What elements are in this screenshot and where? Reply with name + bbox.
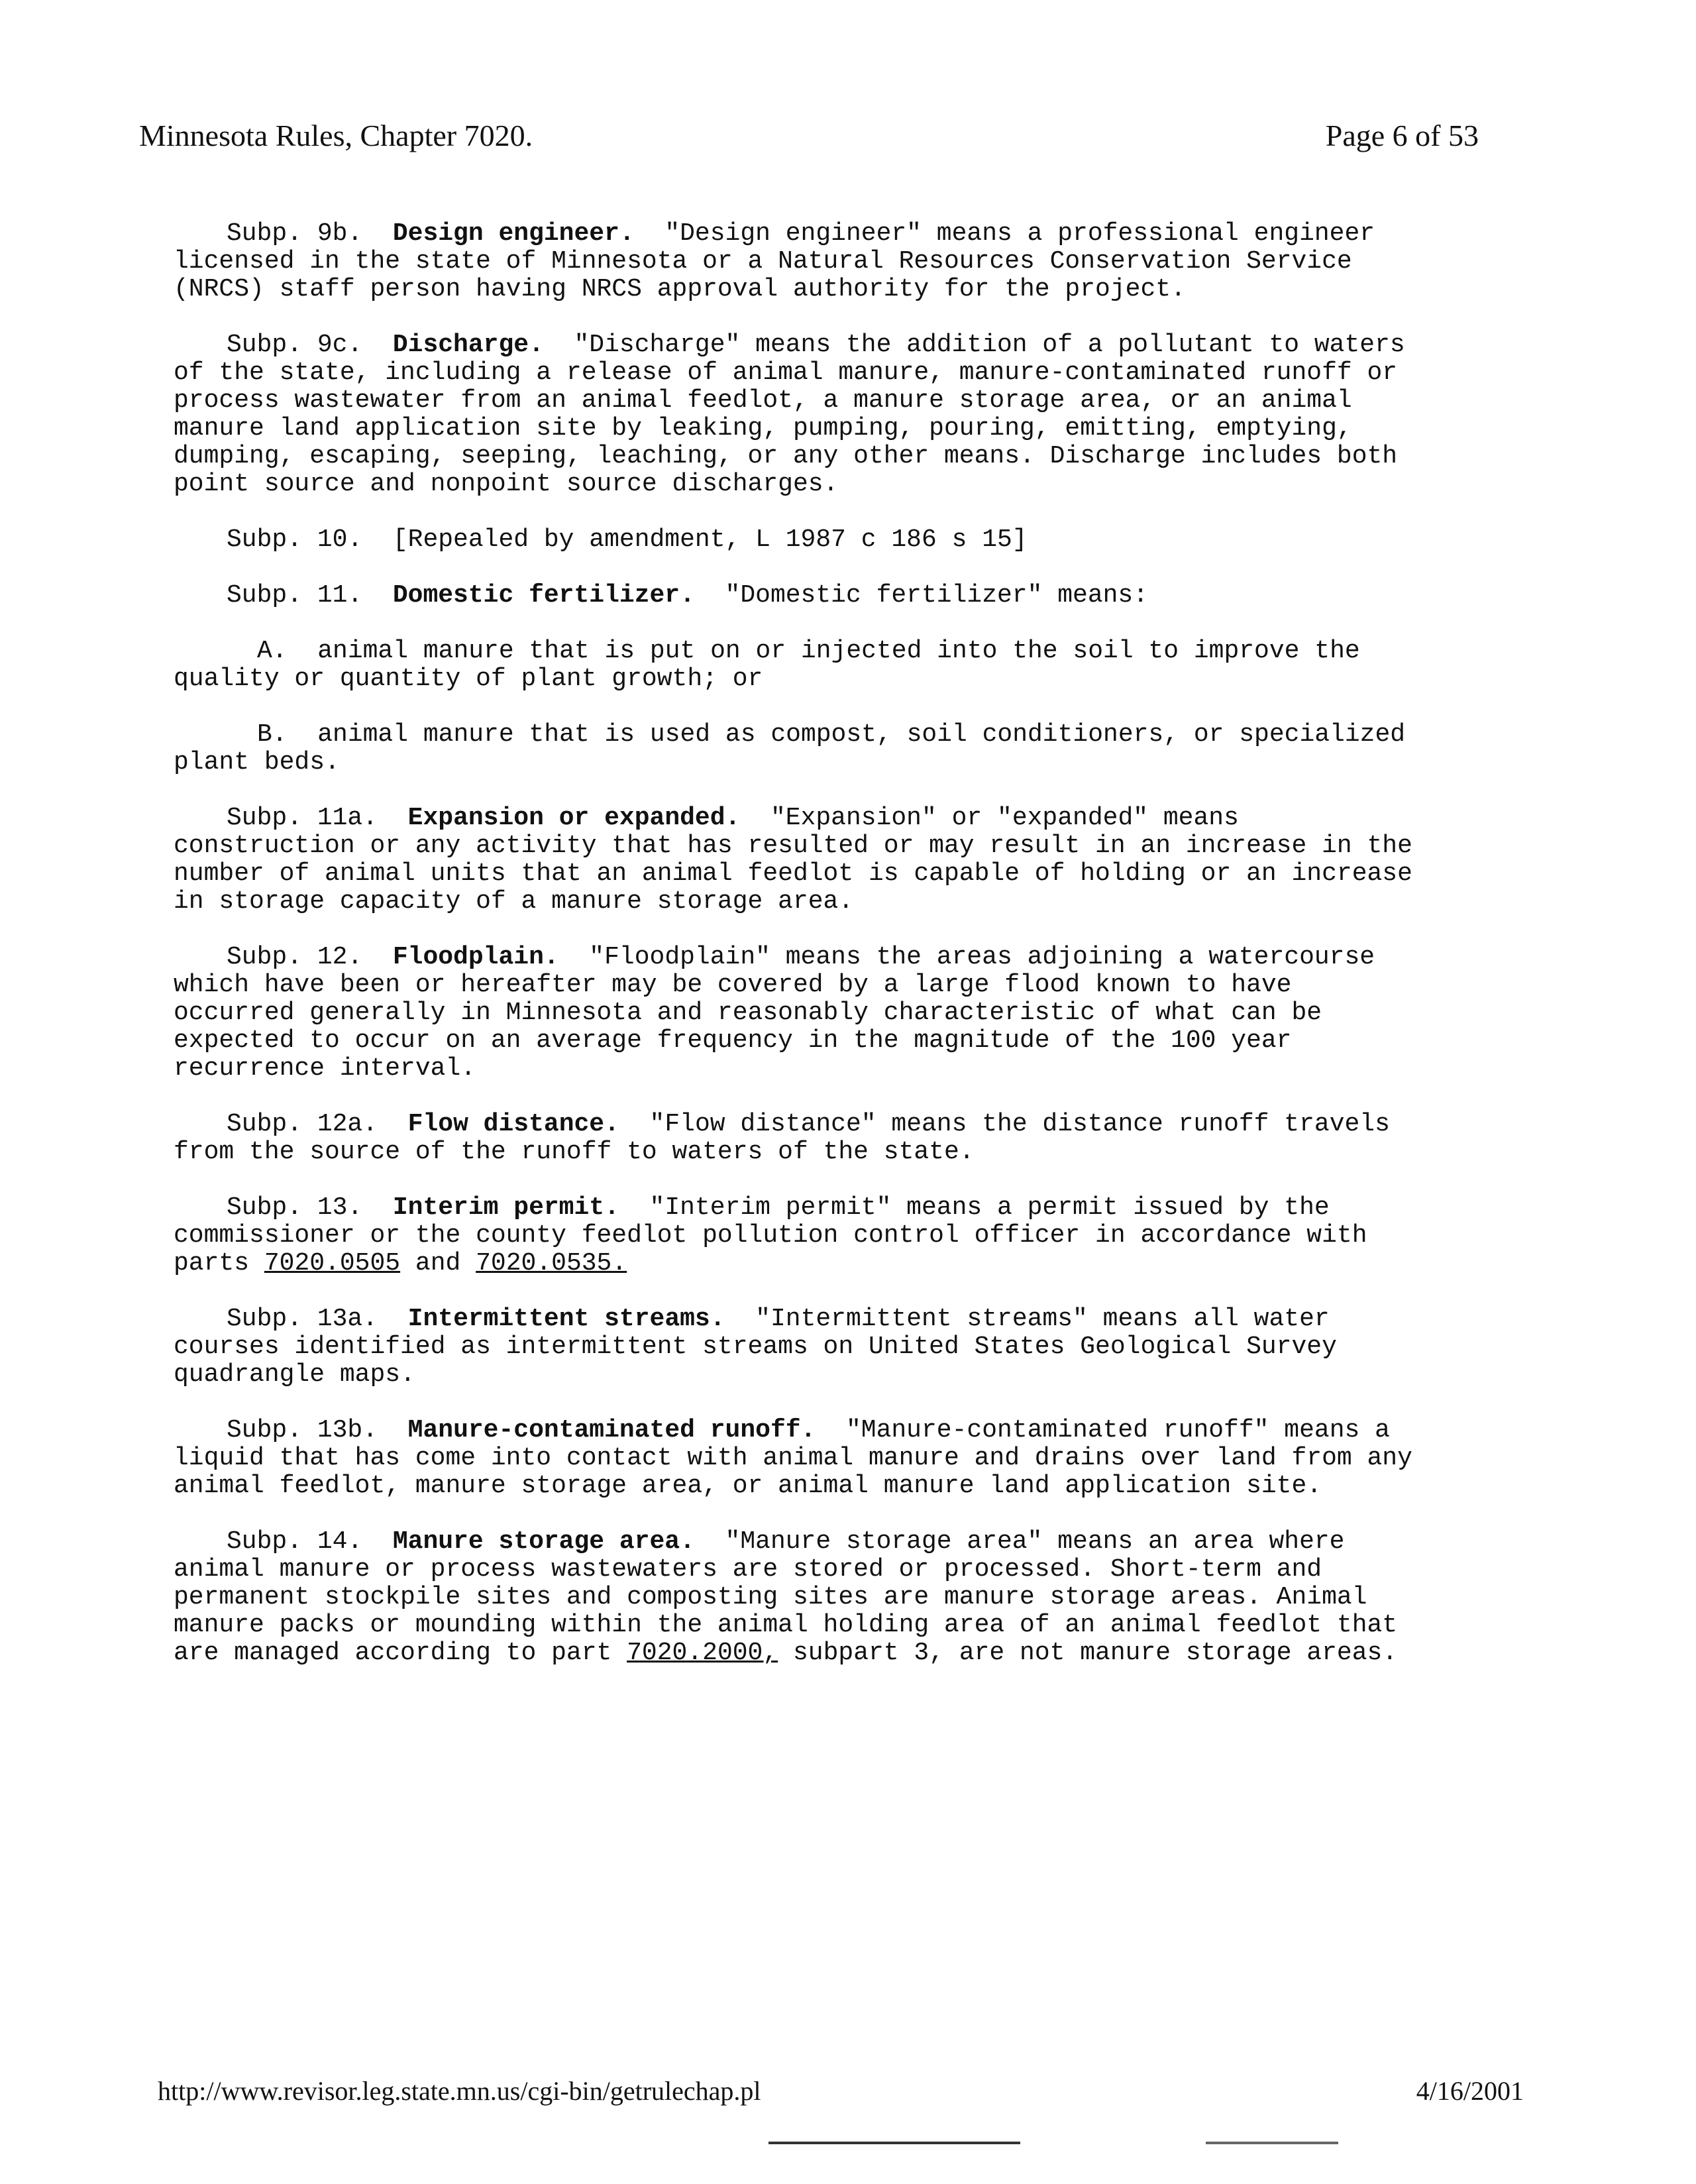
subpart-9b — [174, 220, 1419, 303]
definition-text: "Domestic fertilizer" means: — [725, 581, 1149, 610]
page-number: Page 6 of 53 — [1325, 119, 1479, 152]
subpart-9c — [174, 331, 1419, 498]
defined-term: Expansion or expanded. — [407, 804, 741, 832]
definition-text: "Manure-contaminated runoff" means a liquid that has come into contact with animal manure and drains over land from any animal feedlot, manure storage area, or animal manure land application site. — [174, 1416, 1428, 1500]
subpart-10 — [174, 526, 1419, 554]
item-letter: A. — [257, 637, 288, 665]
definition-text: "Intermittent streams" means all water courses identified as intermittent streams on United States Geological Survey quadrangle maps. — [174, 1305, 1352, 1389]
definition-text: "Discharge" means the addition of a pollutant to waters of the state, including a release of animal manure, manure-contaminated runoff or process wastewater from an animal feedlot, a manure storage area, or an animal manure land application site by leaking, pumping, pouring, emitting, emptying, dumping, escaping, seeping, leaching, or any other means. Discharge includes both point source and nonpoint source discharges. — [174, 331, 1420, 498]
subpart-13 — [174, 1194, 1419, 1278]
subpart-number: Subp. 13a. — [227, 1305, 378, 1333]
rule-link-7020-0505[interactable]: 7020.0505 — [264, 1249, 401, 1278]
definition-text: "Floodplain" means the areas adjoining a watercourse which have been or hereafter may be covered by a large flood known to have occurred generally in Minnesota and reasonably characteristic of what can be expected to occur on an average frequency in the magnitude of the 100 year recurrence interval. — [174, 943, 1390, 1083]
rule-text — [174, 219, 1428, 1695]
subpart-number: Subp. 12. — [227, 943, 363, 971]
defined-term: Flow distance. — [407, 1110, 619, 1138]
subpart-number: Subp. 9b. — [227, 219, 363, 248]
defined-term: Domestic fertilizer. — [392, 581, 695, 610]
rule-link-7020-0535[interactable]: 7020.0535. — [476, 1249, 627, 1278]
definition-text: "Design engineer" means a professional engineer licensed in the state of Minnesota or a Natural Resources Conservation Service (NRCS) staff person having NRCS approval authority for the project. — [174, 219, 1390, 303]
subpart-11 — [174, 582, 1419, 610]
definition-text: "Flow distance" means the distance runoff travels from the source of the runoff to waters of the state. — [174, 1110, 1405, 1166]
definition-text: [Repealed by amendment, L 1987 c 186 s 15] — [392, 525, 1028, 554]
definition-text: "Expansion" or "expanded" means construction or any activity that has resulted or may result in an increase in the number of animal units that an animal feedlot is capable of holding or an increase in storage capacity of a manure storage area. — [174, 804, 1428, 916]
defined-term: Manure storage area. — [392, 1527, 695, 1556]
defined-term: Interim permit. — [392, 1193, 619, 1222]
subpart-14 — [174, 1528, 1419, 1667]
subpart-number: Subp. 13. — [227, 1193, 363, 1222]
subpart-number: Subp. 14. — [227, 1527, 363, 1556]
footer-url: http://www.revisor.leg.state.mn.us/cgi-bin/getrulechap.pl — [158, 2076, 761, 2106]
item-text: animal manure that is used as compost, soil conditioners, or specialized plant beds. — [174, 720, 1420, 777]
defined-term: Manure-contaminated runoff. — [407, 1416, 816, 1445]
definition-tail: subpart 3, are not manure storage areas. — [792, 1639, 1398, 1667]
defined-term: Intermittent streams. — [407, 1305, 725, 1333]
subpart-number: Subp. 10. — [227, 525, 363, 554]
defined-term: Design engineer. — [392, 219, 635, 248]
item-b — [174, 721, 1419, 777]
item-text: animal manure that is put on or injected into the soil to improve the quality or quantity of plant growth; or — [174, 637, 1375, 693]
subpart-13b — [174, 1416, 1428, 1500]
subpart-11a — [174, 804, 1428, 916]
subpart-13a — [174, 1305, 1419, 1389]
rule-link-7020-2000[interactable]: 7020.2000, — [627, 1639, 778, 1667]
scan-artifact-line — [1206, 2142, 1338, 2144]
document-title: Minnesota Rules, Chapter 7020. — [139, 119, 533, 152]
item-a — [174, 637, 1419, 693]
definition-text: "Manure storage area" means an area where animal manure or process wastewaters are stored or processed. Short-term and permanent stockpile sites and composting sites are manure storage areas. Animal manure packs or mounding within the animal holding area of an animal feedlot that are managed according to part — [174, 1527, 1412, 1667]
conjunction: and — [415, 1249, 461, 1278]
scan-artifact-line — [768, 2142, 1020, 2144]
defined-term: Discharge. — [392, 331, 544, 359]
subpart-number: Subp. 11a. — [227, 804, 378, 832]
subpart-number: Subp. 11. — [227, 581, 363, 610]
item-letter: B. — [257, 720, 288, 749]
subpart-12a — [174, 1111, 1419, 1166]
definition-text: "Interim permit" means a permit issued by the commissioner or the county feedlot pollution control officer in accordance with parts — [174, 1193, 1383, 1278]
defined-term: Floodplain. — [392, 943, 559, 971]
subpart-number: Subp. 12a. — [227, 1110, 378, 1138]
subpart-12 — [174, 944, 1419, 1083]
subpart-number: Subp. 13b. — [227, 1416, 378, 1445]
footer-date: 4/16/2001 — [1416, 2076, 1524, 2106]
subpart-number: Subp. 9c. — [227, 331, 363, 359]
